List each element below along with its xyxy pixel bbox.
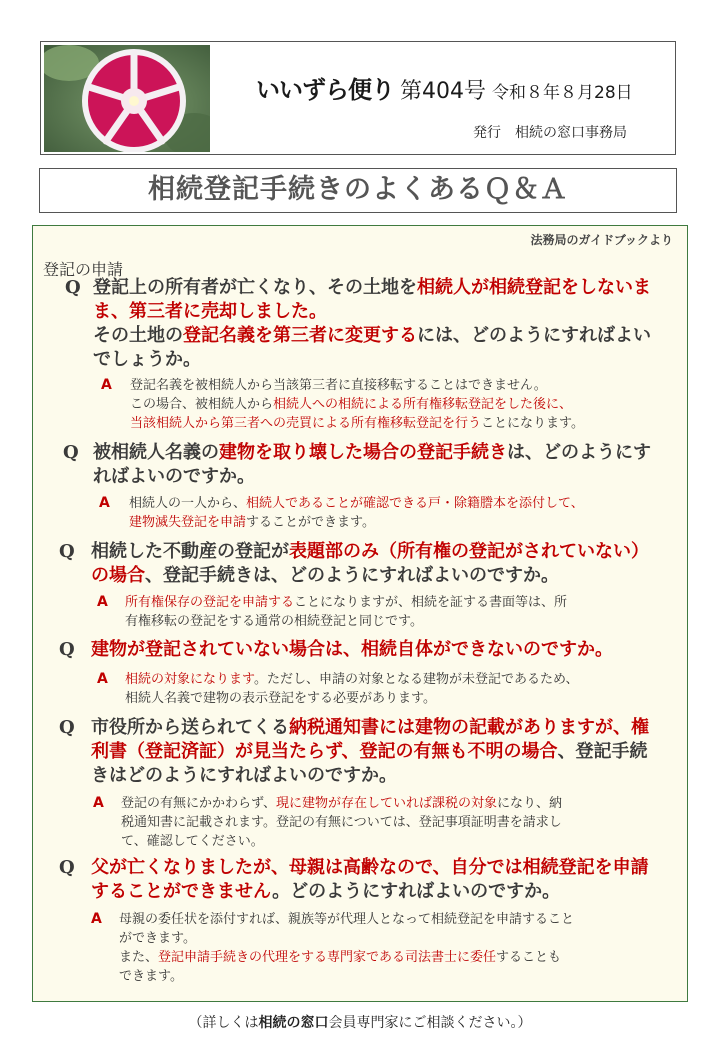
a-text: ことになります。 — [481, 416, 584, 431]
a-mark: A — [97, 671, 108, 687]
q-text: 相続した不動産の登記が — [91, 541, 289, 562]
newsletter-name: いいずら便り — [256, 76, 394, 104]
a-text: 。ただし、申請の対象となる建物が未登記であるため、 — [253, 672, 579, 687]
q-highlight: 納税通知書には建物の記載がありますが、権 — [289, 717, 649, 738]
q-highlight: 建物が登記されていない場合は、相続自体ができないのですか。 — [91, 639, 613, 660]
a-highlight: 相続の対象になります — [125, 672, 254, 687]
footer-emphasis: 相続の窓口 — [258, 1015, 329, 1031]
a-text: 登記の有無にかかわらず、 — [121, 796, 276, 811]
a-text: 相続人名義で建物の表示登記をする必要があります。 — [125, 691, 436, 706]
q-text: 、登記手続 — [557, 741, 648, 762]
q-text: でしょうか。 — [93, 349, 201, 370]
morning-glory-photo — [44, 45, 210, 152]
q-highlight: 建物を取り壊した場合の登記手続き — [219, 442, 507, 463]
qa-box — [32, 225, 688, 1002]
q-text: 被相続人名義の — [93, 442, 219, 463]
footer-note — [0, 1012, 720, 1032]
a-text: 登記名義を被相続人から当該第三者に直接移転することはできません。 — [130, 378, 547, 393]
source-note: 法務局のガイドブックより — [530, 233, 673, 247]
a-mark: A — [97, 594, 108, 610]
q-mark: Q — [65, 277, 81, 298]
q-highlight: 利書（登記済証）が見当たらず、登記の有無も不明の場合 — [91, 741, 558, 762]
a-text: この場合、被相続人から — [130, 397, 274, 412]
issue-date: 令和８年８月28日 — [492, 83, 633, 103]
q-text: 。どのようにすればよいのですか。 — [272, 881, 561, 902]
q-highlight: 表題部のみ（所有権の登記がされていない） — [289, 541, 649, 562]
page-title: 相続登記手続きのよくあるＱ＆Ａ — [39, 168, 677, 213]
q-text: 登記上の所有者が亡くなり、その土地を — [93, 277, 417, 298]
a-highlight: 相続人への相続による所有権移転登記をした後に、 — [273, 397, 573, 412]
a-highlight: 現に建物が存在していれば課税の対象 — [275, 796, 497, 811]
q-mark: Q — [59, 717, 75, 738]
a-text: になり、納 — [496, 796, 562, 811]
q-mark: Q — [63, 442, 79, 463]
a-text: することができます。 — [246, 515, 375, 530]
q-text: 市役所から送られてくる — [91, 717, 289, 738]
publisher: 発行 相続の窓口事務局 — [473, 125, 627, 141]
a-text: ことになりますが、相続を証する書面等は、所 — [294, 595, 568, 610]
a-highlight: 当該相続人から第三者への売買による所有権移転登記を行う — [130, 416, 482, 431]
a-text: できます。 — [119, 969, 183, 984]
a-text: 相続人の一人から、 — [129, 496, 247, 511]
a-highlight: 建物滅失登記を申請 — [129, 515, 247, 530]
flower-image — [44, 45, 210, 152]
q-text: その土地の — [93, 325, 183, 346]
a-text: 母親の委任状を添付すれば、親族等が代理人となって相続登記を申請すること — [119, 912, 575, 927]
q-mark: Q — [59, 639, 75, 660]
section-heading: 登記の申請 — [43, 260, 124, 279]
q-text: ればよいのですか。 — [93, 466, 255, 487]
header-title — [256, 70, 633, 105]
a-text: することも — [496, 950, 562, 965]
issue-number: 第404号 — [400, 79, 486, 104]
a-text: また、 — [119, 950, 159, 965]
q-highlight: 父が亡くなりましたが、母親は高齢なので、自分では相続登記を申請 — [91, 857, 649, 878]
a-mark: A — [101, 377, 112, 393]
q-highlight: することができません — [91, 881, 273, 902]
q-text: 、登記手続きは、どのようにすればよいのですか。 — [145, 565, 559, 586]
a-text: て、確認してください。 — [121, 834, 264, 849]
q-text: は、どのようにす — [507, 442, 651, 463]
a-text: 税通知書に記載されます。登記の有無については、登記事項証明書を請求し — [121, 815, 562, 830]
newsletter-header — [40, 41, 676, 155]
a-highlight: 相続人であることが確認できる戸・除籍謄本を添付して、 — [246, 496, 584, 511]
a-highlight: 登記申請手続きの代理をする専門家である司法書士に委任 — [158, 950, 497, 965]
q-text: きはどのようにすればよいのですか。 — [91, 765, 397, 786]
q-mark: Q — [59, 857, 75, 878]
a-highlight: 所有権保存の登記を申請する — [125, 595, 295, 610]
q-highlight: 登記名義を第三者に変更する — [183, 325, 417, 346]
a-text: 有権移転の登記をする通常の相続登記と同じです。 — [125, 614, 423, 629]
a-text: ができます。 — [119, 931, 196, 946]
q-mark: Q — [59, 541, 75, 562]
q-text: には、どのようにすればよい — [417, 325, 651, 346]
footer-text: （詳しくは — [188, 1015, 259, 1031]
a-mark: A — [93, 795, 104, 811]
a-mark: A — [91, 911, 102, 927]
q-highlight: の場合 — [91, 565, 145, 586]
q-highlight: 相続人が相続登記をしないま — [417, 277, 651, 298]
q-highlight: ま、第三者に売却しました。 — [93, 301, 327, 322]
footer-text: 会員専門家にご相談ください。） — [328, 1015, 532, 1031]
a-mark: A — [99, 495, 110, 511]
